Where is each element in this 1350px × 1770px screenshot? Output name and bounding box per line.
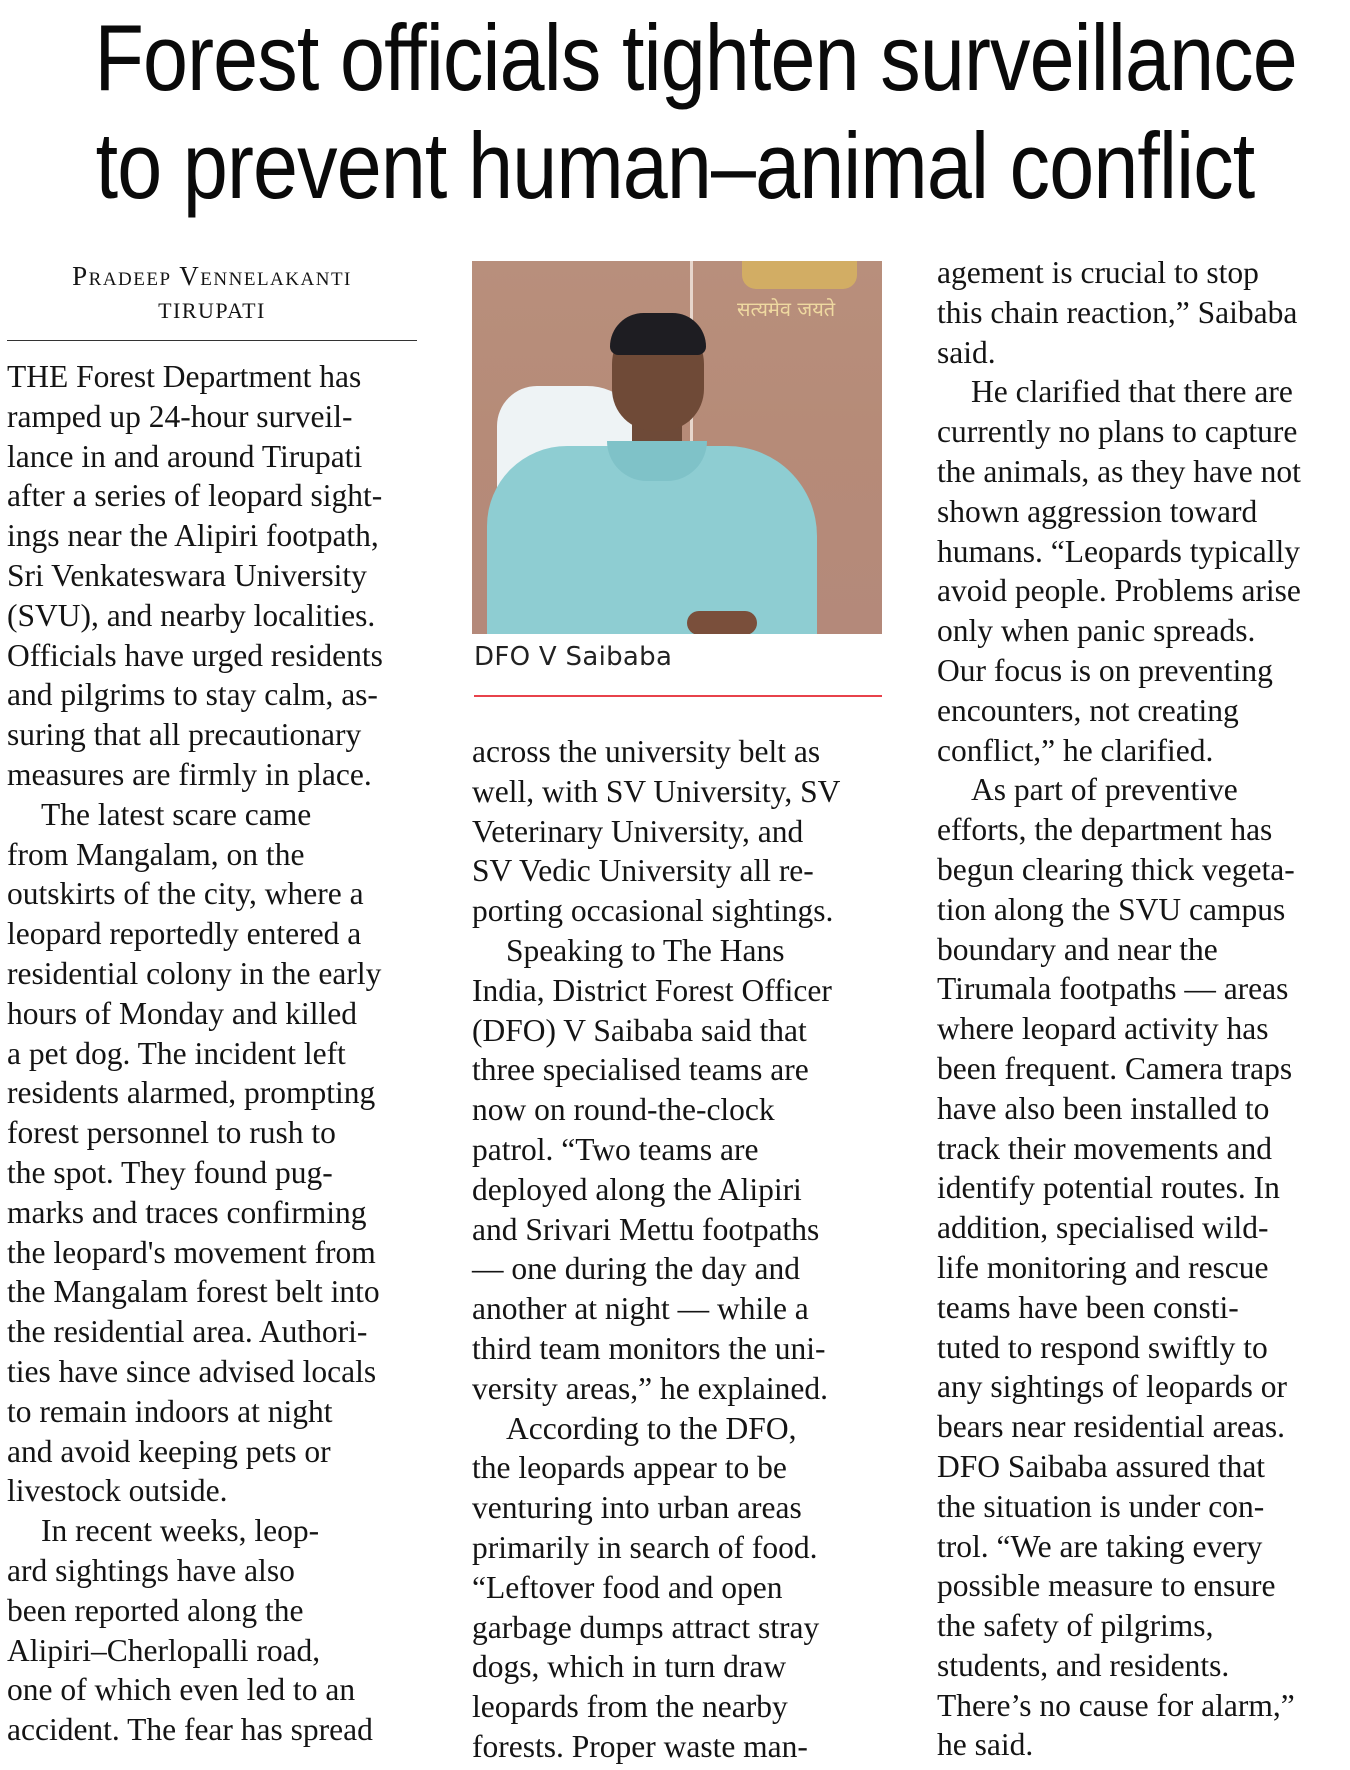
article-paragraph xyxy=(472,732,882,931)
text-line: one of which even led to an xyxy=(7,1672,356,1708)
text-line: the safety of pilgrims, xyxy=(937,1608,1214,1644)
article-paragraph xyxy=(937,372,1347,770)
text-line: DFO Saibaba assured that xyxy=(937,1448,1266,1484)
emblem-motto: सत्यमेव जयते xyxy=(737,297,836,321)
text-line: outskirts of the city, where a xyxy=(7,876,364,912)
article-paragraph xyxy=(7,357,417,795)
text-line: addition, specialised wild- xyxy=(937,1210,1269,1246)
text-line: a pet dog. The incident left xyxy=(7,1035,346,1071)
text-line: three specialised teams are xyxy=(472,1052,809,1088)
text-line: Sri Venkateswara University xyxy=(7,557,367,593)
text-line: Tirumala footpaths — areas xyxy=(937,971,1289,1007)
text-line: the animals, as they have not xyxy=(937,453,1301,489)
text-line: the leopard's movement from xyxy=(7,1234,376,1270)
text-line: ings near the Alipiri footpath, xyxy=(7,518,379,554)
text-line: students, and residents. xyxy=(937,1647,1230,1683)
text-line: dogs, which in turn draw xyxy=(472,1649,787,1685)
byline-divider xyxy=(7,340,417,341)
text-line: accident. The fear has spread xyxy=(7,1712,373,1748)
text-line: identify potential routes. In xyxy=(937,1170,1280,1206)
text-line: well, with SV University, SV xyxy=(472,773,841,809)
column-body xyxy=(937,253,1347,1765)
text-line: have also been installed to xyxy=(937,1090,1270,1126)
text-line: any sightings of leopards or xyxy=(937,1369,1287,1405)
text-line: Speaking to The Hans xyxy=(506,932,785,968)
text-line: across the university belt as xyxy=(472,734,821,769)
text-line: and avoid keeping pets or xyxy=(7,1433,331,1469)
text-line: the Mangalam forest belt into xyxy=(7,1274,380,1310)
text-line: only when panic spreads. xyxy=(937,613,1256,649)
text-line: residents alarmed, prompting xyxy=(7,1075,376,1111)
person-hands-shape xyxy=(687,611,757,634)
headline xyxy=(94,0,1297,220)
text-line: humans. “Leopards typically xyxy=(937,533,1301,569)
column-body xyxy=(472,732,882,1767)
text-line: he said. xyxy=(937,1727,1034,1763)
text-line: hours of Monday and killed xyxy=(7,995,357,1031)
text-line: the leopards appear to be xyxy=(472,1450,787,1486)
text-line: ard sightings have also xyxy=(7,1552,295,1588)
text-line: (SVU), and nearby localities. xyxy=(7,597,376,633)
headline-line-1: Forest officials tighten surveillance xyxy=(94,5,1297,110)
text-line: Veterinary University, and xyxy=(472,813,804,849)
national-emblem-icon xyxy=(742,261,857,289)
text-line: leopards from the nearby xyxy=(472,1689,788,1725)
text-line: avoid people. Problems arise xyxy=(937,573,1301,609)
text-line: Our focus is on preventing xyxy=(937,652,1273,688)
text-line: As part of preventive xyxy=(971,772,1238,808)
article-photo xyxy=(472,261,882,634)
text-line: third team monitors the uni- xyxy=(472,1330,826,1366)
text-line: the situation is under con- xyxy=(937,1488,1265,1524)
text-line: forest personnel to rush to xyxy=(7,1115,336,1151)
text-line: The latest scare came xyxy=(41,796,312,832)
text-line: life monitoring and rescue xyxy=(937,1249,1269,1285)
text-line: patrol. “Two teams are xyxy=(472,1131,759,1167)
text-line: teams have been consti- xyxy=(937,1289,1239,1325)
text-line: In recent weeks, leop- xyxy=(41,1513,320,1549)
text-line: said. xyxy=(937,334,996,370)
text-line: primarily in search of food. xyxy=(472,1529,818,1565)
author-name: Pradeep Vennelakanti xyxy=(72,261,352,291)
byline xyxy=(7,258,417,328)
text-line: the spot. They found pug- xyxy=(7,1154,333,1190)
text-line: ties have since advised locals xyxy=(7,1353,377,1389)
column-body xyxy=(7,357,417,1750)
text-line: trol. “We are taking every xyxy=(937,1528,1263,1564)
article-paragraph xyxy=(937,253,1347,372)
text-line: deployed along the Alipiri xyxy=(472,1171,802,1207)
text-line: Alipiri–Cherlopalli road, xyxy=(7,1632,321,1668)
text-line: livestock outside. xyxy=(7,1473,228,1509)
text-line: from Mangalam, on the xyxy=(7,836,305,872)
text-line: marks and traces confirming xyxy=(7,1194,367,1230)
text-line: There’s no cause for alarm,” xyxy=(937,1687,1295,1723)
article-paragraph xyxy=(472,931,882,1409)
text-line: begun clearing thick vegeta- xyxy=(937,851,1295,887)
photo-caption: DFO V Saibaba xyxy=(474,642,673,672)
text-line: (DFO) V Saibaba said that xyxy=(472,1012,807,1048)
text-line: boundary and near the xyxy=(937,931,1218,967)
text-line: ramped up 24-hour surveil- xyxy=(7,398,353,434)
article-column-3 xyxy=(937,253,1347,1765)
headline-line-2: to prevent human–animal conflict xyxy=(95,113,1255,218)
text-line: been reported along the xyxy=(7,1592,304,1628)
text-line: SV Vedic University all re- xyxy=(472,853,814,889)
text-line: the residential area. Authori- xyxy=(7,1314,368,1350)
text-line: tuted to respond swiftly to xyxy=(937,1329,1268,1365)
text-line: Officials have urged residents xyxy=(7,637,383,673)
text-line: measures are firmly in place. xyxy=(7,756,372,792)
text-line: conflict,” he clarified. xyxy=(937,732,1214,768)
article-column-2 xyxy=(472,732,882,1767)
text-line: “Leftover food and open xyxy=(472,1569,783,1605)
text-line: He clarified that there are xyxy=(971,374,1293,410)
text-line: porting occasional sightings. xyxy=(472,893,834,929)
text-line: shown aggression toward xyxy=(937,493,1258,529)
text-line: THE Forest Department has xyxy=(7,359,362,394)
text-line: bears near residential areas. xyxy=(937,1409,1286,1445)
article-paragraph xyxy=(7,795,417,1511)
dateline-location: TIRUPATI xyxy=(158,298,266,323)
text-line: suring that all precautionary xyxy=(7,717,362,753)
text-line: agement is crucial to stop xyxy=(937,255,1259,290)
text-line: forests. Proper waste man- xyxy=(472,1728,808,1764)
text-line: — one during the day and xyxy=(472,1251,801,1287)
text-line: India, District Forest Officer xyxy=(472,972,832,1008)
text-line: been frequent. Camera traps xyxy=(937,1050,1293,1086)
article-column-1 xyxy=(7,250,417,1750)
text-line: where leopard activity has xyxy=(937,1011,1269,1047)
text-line: and Srivari Mettu footpaths xyxy=(472,1211,820,1247)
article-paragraph xyxy=(937,770,1347,1765)
text-line: efforts, the department has xyxy=(937,812,1273,848)
text-line: versity areas,” he explained. xyxy=(472,1370,828,1406)
article-paragraph xyxy=(472,1409,882,1767)
text-line: venturing into urban areas xyxy=(472,1490,802,1526)
text-line: residential colony in the early xyxy=(7,955,382,991)
article-paragraph xyxy=(7,1511,417,1750)
caption-divider xyxy=(474,695,882,697)
text-line: According to the DFO, xyxy=(506,1410,797,1446)
text-line: currently no plans to capture xyxy=(937,414,1298,450)
text-line: and pilgrims to stay calm, as- xyxy=(7,677,378,713)
text-line: another at night — while a xyxy=(472,1291,809,1327)
person-hair-shape xyxy=(610,313,706,355)
text-line: after a series of leopard sight- xyxy=(7,478,383,514)
text-line: encounters, not creating xyxy=(937,692,1239,728)
text-line: to remain indoors at night xyxy=(7,1393,333,1429)
text-line: tion along the SVU campus xyxy=(937,891,1286,927)
text-line: possible measure to ensure xyxy=(937,1568,1276,1604)
text-line: lance in and around Tirupati xyxy=(7,438,363,474)
text-line: this chain reaction,” Saibaba xyxy=(937,294,1298,330)
text-line: now on round-the-clock xyxy=(472,1092,775,1128)
text-line: garbage dumps attract stray xyxy=(472,1609,820,1645)
text-line: track their movements and xyxy=(937,1130,1273,1166)
text-line: leopard reportedly entered a xyxy=(7,916,362,952)
